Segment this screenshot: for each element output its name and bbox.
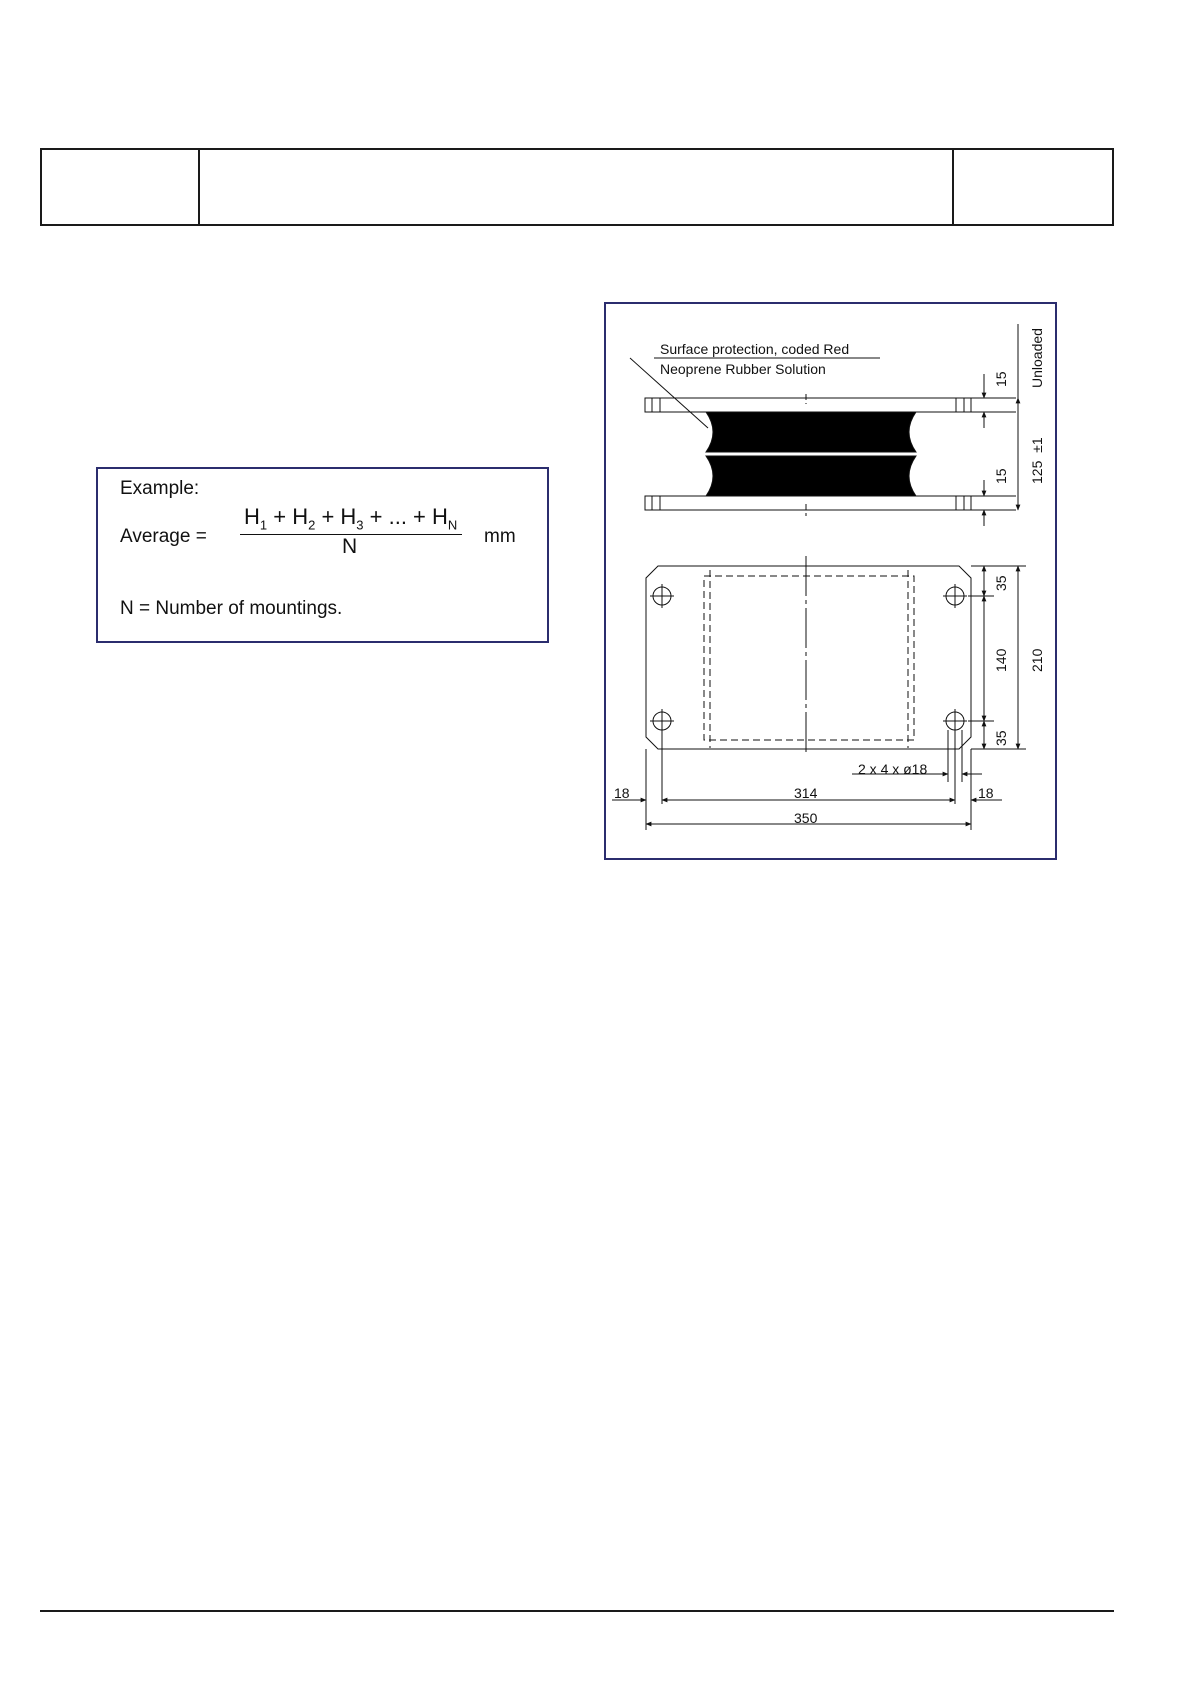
dim-18-left: 18 <box>614 785 630 801</box>
numerator-hn: + ... + H <box>363 504 448 529</box>
header-cell-left <box>42 150 200 224</box>
header-table <box>40 148 1114 226</box>
numerator-h2-sub: 2 <box>308 517 316 533</box>
base-plate-outline <box>646 566 971 749</box>
dim-15-bottom: 15 <box>993 468 1009 484</box>
numerator-h1-sub: 1 <box>259 517 268 533</box>
dim-314: 314 <box>794 785 818 801</box>
header-cell-right <box>954 150 1112 224</box>
mounting-technical-drawing <box>606 304 1055 858</box>
example-formula-box <box>96 467 549 643</box>
mounting-hole-bottom-right <box>943 709 967 733</box>
label-neoprene: Neoprene Rubber Solution <box>660 361 826 377</box>
mounting-hole-top-left <box>650 584 674 608</box>
example-title: Example: <box>120 478 200 499</box>
mounting-drawing-box <box>604 302 1057 860</box>
mounting-hole-top-right <box>943 584 967 608</box>
dim-140: 140 <box>993 648 1009 672</box>
dim-15-top: 15 <box>993 371 1009 387</box>
rubber-element-upper <box>706 412 916 452</box>
dim-125: 125 ±1 <box>1029 437 1045 484</box>
dim-35-bottom: 35 <box>993 730 1009 746</box>
side-view <box>630 358 971 516</box>
formula-numerator <box>244 504 457 532</box>
label-surface-protection: Surface protection, coded Red <box>660 341 850 357</box>
header-cell-middle <box>200 150 954 224</box>
rubber-outline-dashed <box>704 576 914 740</box>
dim-210: 210 <box>1029 648 1045 672</box>
hole-spec: 2 x 4 x ø18 <box>858 761 928 777</box>
top-plate <box>645 398 971 412</box>
formula-denominator: N <box>342 535 358 558</box>
dim-18-right: 18 <box>978 785 994 801</box>
dim-35-top: 35 <box>993 575 1009 591</box>
bottom-plate <box>645 496 971 510</box>
dim-350: 350 <box>794 810 818 826</box>
example-note: N = Number of mountings. <box>120 598 343 619</box>
label-unloaded: Unloaded <box>1029 328 1045 388</box>
mounting-hole-bottom-left <box>650 709 674 733</box>
numerator-h2: + H <box>267 504 309 529</box>
average-label: Average = <box>120 526 207 547</box>
numerator-hn-sub: N <box>447 517 458 533</box>
rubber-element-lower <box>706 456 916 496</box>
numerator-h3: + H <box>315 504 357 529</box>
numerator-h1: H <box>244 504 260 529</box>
numerator-h3-sub: 3 <box>356 517 364 533</box>
footer-rule <box>40 1610 1114 1612</box>
formula-unit: mm <box>484 526 516 547</box>
plan-view <box>646 556 971 754</box>
